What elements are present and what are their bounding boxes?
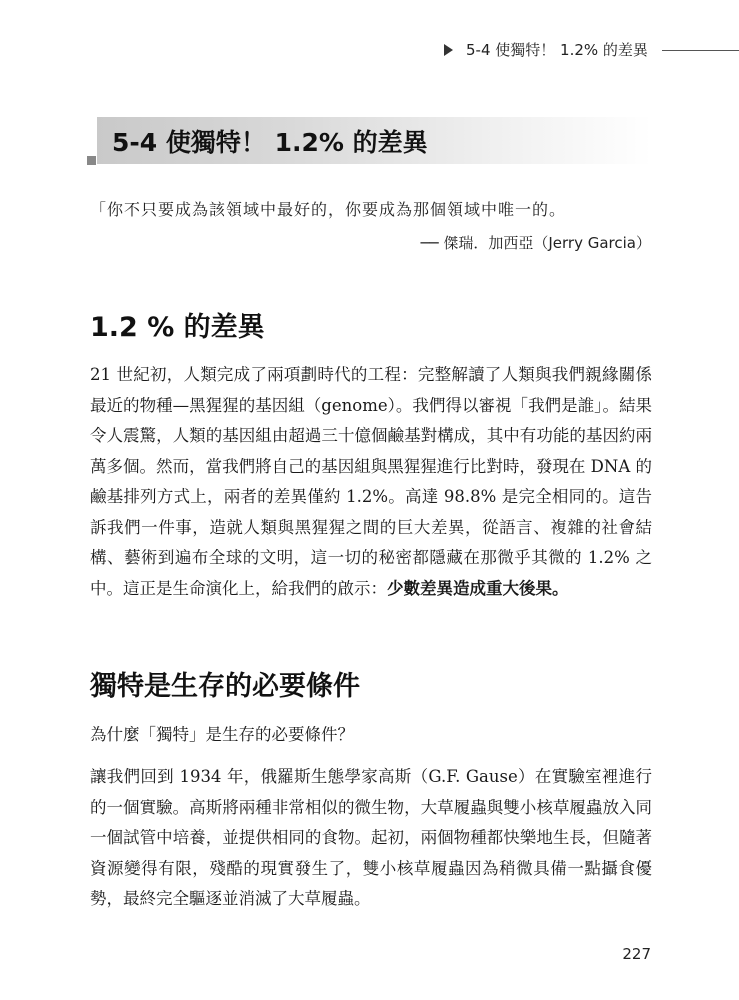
epigraph-attribution: ── 傑瑞．加西亞（Jerry Garcia） bbox=[420, 234, 651, 252]
paragraph-gause-experiment: 讓我們回到 1934 年，俄羅斯生態學家高斯（G.F. Gause）在實驗室裡進行的一個實驗。高斯將兩種非常相似的微生物，大草履蟲與雙小核草履蟲放入同一個試管中培養，並提供相同的食物。起初，兩個物種都快樂地生長，但隨著資源變得有限，殘酷的現實發生了，雙小核草履蟲因為稍微具備一點攝食優勢，最終完全驅逐並消滅了大草履蟲。 bbox=[90, 767, 652, 908]
running-header bbox=[0, 38, 739, 62]
paragraph-genome bbox=[90, 360, 652, 604]
section-corner-marker bbox=[87, 156, 96, 165]
section-title: 5-4 使獨特！ 1.2% 的差異 bbox=[112, 128, 428, 157]
epigraph-quote: 「你不只要成為該領域中最好的，你要成為那個領域中唯一的。 bbox=[90, 200, 567, 219]
heading-difference: 1.2 % 的差異 bbox=[90, 312, 265, 343]
running-header-text: 5-4 使獨特！ 1.2% 的差異 bbox=[466, 41, 648, 59]
heading-uniqueness: 獨特是生存的必要條件 bbox=[90, 671, 360, 702]
page-number: 227 bbox=[622, 945, 651, 963]
paragraph-genome-text: 21 世紀初，人類完成了兩項劃時代的工程：完整解讀了人類與我們親緣關係最近的物種—黑猩猩的基因組（genome）。我們得以審視「我們是誰」。結果令人震驚，人類的基因組由超過三十億個鹼基對構成，其中有功能的基因約兩萬多個。然而，當我們將自己的基因組與黑猩猩進行比對時，發現在 DNA 的鹼基排列方式上，兩者的差異僅約 1.2%。高達 98.8% 是完全相同的。這告訴我們一件事，造就人類與黑猩猩之間的巨大差異，從語言、複雜的社會結構、藝術到遍布全球的文明，這一切的秘密都隱藏在那微乎其微的 1.2% 之中。這正是生命演化上，給我們的啟示： bbox=[90, 365, 652, 598]
running-header-rule bbox=[662, 50, 739, 51]
triangle-marker-icon bbox=[444, 44, 453, 56]
paragraph-question: 為什麼「獨特」是生存的必要條件？ bbox=[90, 725, 354, 744]
paragraph-genome-emphasis: 少數差異造成重大後果。 bbox=[387, 578, 569, 598]
